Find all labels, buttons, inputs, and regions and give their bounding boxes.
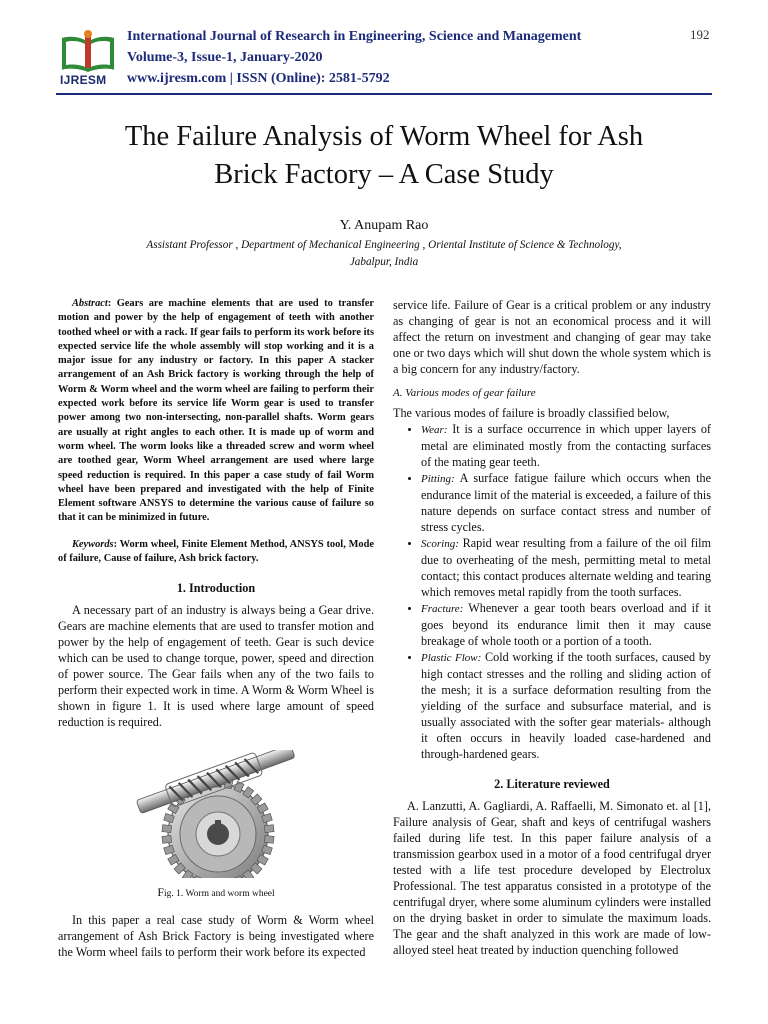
worm-wheel-figure bbox=[126, 750, 306, 878]
logo-text: IJRESM bbox=[60, 73, 107, 87]
title-line-2: Brick Factory – A Case Study bbox=[214, 159, 554, 190]
web-issn-line: www.ijresm.com | ISSN (Online): 2581-5792 bbox=[127, 71, 390, 86]
list-item bbox=[421, 421, 711, 470]
page-number: 192 bbox=[690, 27, 710, 42]
mode-text: It is a surface occurrence in which upper layers of metal are eliminated mostly from the contacting surfaces of the mating gear teeth. bbox=[421, 422, 711, 469]
mode-text: Rapid wear resulting from a failure of the oil film due to overheating of the mesh, permitting metal to metal contact; this contact produces alternate welding and tearing which removes metal rapidly from the tooth surfaces. bbox=[421, 536, 711, 599]
case-study-paragraph: In this paper a real case study of Worm & Worm wheel arrangement of Ash Brick Factory is being investigated where the Worm wheel fails to perform their work before its expected bbox=[58, 913, 374, 960]
intro-paragraph: A necessary part of an industry is always being a Gear drive. Gears are machine elements that are used to transfer motion and power by the help of engagement of teeth. Gear is such device which can be used to change torque, power, speed and direction of power source. The Gear fails when any of the two fails to perform their expected work in time. A Worm & Worm Wheel is shown in figure 1. It is used where large amount of speed reduction is required. bbox=[58, 603, 374, 730]
keywords-label: Keywords bbox=[72, 538, 114, 550]
header-rule bbox=[56, 93, 712, 95]
keywords bbox=[58, 538, 374, 567]
spacer bbox=[58, 902, 374, 912]
subsection-a-heading: A. Various modes of gear failure bbox=[393, 387, 536, 399]
affiliation-line-2: Jabalpur, India bbox=[349, 256, 419, 268]
gear-tooth bbox=[264, 825, 274, 833]
failure-modes-list bbox=[393, 421, 711, 762]
gear-tooth bbox=[162, 836, 172, 844]
figure-caption bbox=[58, 884, 374, 902]
paper-title bbox=[60, 118, 708, 194]
caption-initial: F bbox=[157, 885, 164, 900]
author-affiliation bbox=[60, 237, 708, 271]
mode-name: Fracture: bbox=[421, 603, 464, 615]
abstract-text: : Gears are machine elements that are used to transfer motion and power by the help of engagement of teeth with another toothed wheel or with a rack. If gear fails to perform its work before its expected service life the whole assembly will stop working and it is a major issue for any industry or factory. In this paper A stacker arrangement of an Ash Brick factory is working through the help of Worm & Worm wheel and the worm wheel are failing to perform their expected work before its service life Worm gear is used to transfer power among two non-intersecting, non-parallel shafts. Worm gears are usually at right angles to each other. It is made up of worm and worm wheel. The worm looks like a threaded screw and worm wheel are toothed gear, Worm Wheel arrangement are used where large speed reduction is required. In this paper a case study of fail Worm wheel have been prepared and investigated with the help of Finite Element software ANSYS to determine the various cause of failure so that it can be minimized in future. bbox=[58, 298, 374, 524]
literature-paragraph: A. Lanzutti, A. Gagliardi, A. Raffaelli, M. Simonato et. al [1], Failure analysis of Gear, shaft and keys of centrifugal washers failed during life test. In this paper failure analysis of a transmission gearbox used in a motor of a food centrifugal dryer tested with a life test procedure developed by Electrolux Professional. The test apparatus consisted in a prototype of the centrifugal dryer, where some aluminum cylinders were installed on the drying basket in order to simulate the maximum loads. The gear and the shaft analyzed in this work are made of low-alloyed steel heat treated by induction quenching followed bbox=[393, 799, 711, 957]
mode-name: Plastic Flow: bbox=[421, 652, 482, 664]
modes-intro: The various modes of failure is broadly classified below, bbox=[393, 406, 670, 420]
mode-name: Wear: bbox=[421, 424, 448, 436]
gear-tooth bbox=[264, 836, 274, 844]
journal-name: International Journal of Research in Engineering, Science and Management bbox=[127, 29, 582, 44]
list-item bbox=[421, 600, 711, 649]
mode-name: Pitting: bbox=[421, 473, 455, 485]
journal-header bbox=[0, 0, 768, 95]
mode-text: Cold working if the tooth surfaces, caused by high contact stresses and the rolling and sliding action of the mesh; it is a surface deformation resulting from the yielding of the surface and subsurface material, and is usually associated with the softer gear materials- although it often occurs in heavily loaded case-hardened and through-hardened gears. bbox=[421, 650, 712, 761]
caption-text: ig. 1. Worm and worm wheel bbox=[164, 889, 275, 900]
mode-text: A surface fatigue failure which occurs when the endurance limit of the material is exceeded, a failure of this nature depends on surface contact stress and number of stress cycles. bbox=[421, 471, 712, 534]
keywords-text: : Worm wheel, Finite Element Method, ANSYS tool, Mode of failure, Cause of failure, Ash brick factory. bbox=[58, 538, 374, 565]
title-line-1: The Failure Analysis of Worm Wheel for Ash bbox=[124, 121, 644, 152]
right-column bbox=[393, 297, 711, 958]
author-name: Y. Anupam Rao bbox=[339, 218, 429, 233]
section-1-heading: 1. Introduction bbox=[176, 581, 256, 596]
abstract-label: Abstract bbox=[72, 298, 108, 309]
worm-gear-photo bbox=[126, 750, 306, 878]
mode-name: Scoring: bbox=[421, 538, 459, 550]
gear-tooth bbox=[162, 825, 172, 833]
list-item bbox=[421, 535, 711, 600]
continuation-paragraph: service life. Failure of Gear is a critical problem or any industry as changing of gear is not an economical process and it will affect the return on investment and changing of gear may take one or two days which will shut down the whole system which is a big concern for any industry/factory. bbox=[393, 298, 711, 376]
section-2-heading: 2. Literature reviewed bbox=[494, 777, 610, 791]
list-item bbox=[421, 470, 711, 535]
left-column bbox=[58, 297, 374, 960]
list-item bbox=[421, 649, 711, 762]
volume-line: Volume-3, Issue-1, January-2020 bbox=[127, 50, 323, 65]
journal-info bbox=[127, 26, 581, 89]
abstract bbox=[58, 297, 374, 526]
affiliation-line-1: Assistant Professor , Department of Mechanical Engineering , Oriental Institute of Science & Technology, bbox=[146, 239, 622, 251]
mode-text: Whenever a gear tooth bears overload and if it goes beyond its endurance limit then it may cause breakage of whole tooth or a portion of a tooth. bbox=[421, 601, 711, 648]
